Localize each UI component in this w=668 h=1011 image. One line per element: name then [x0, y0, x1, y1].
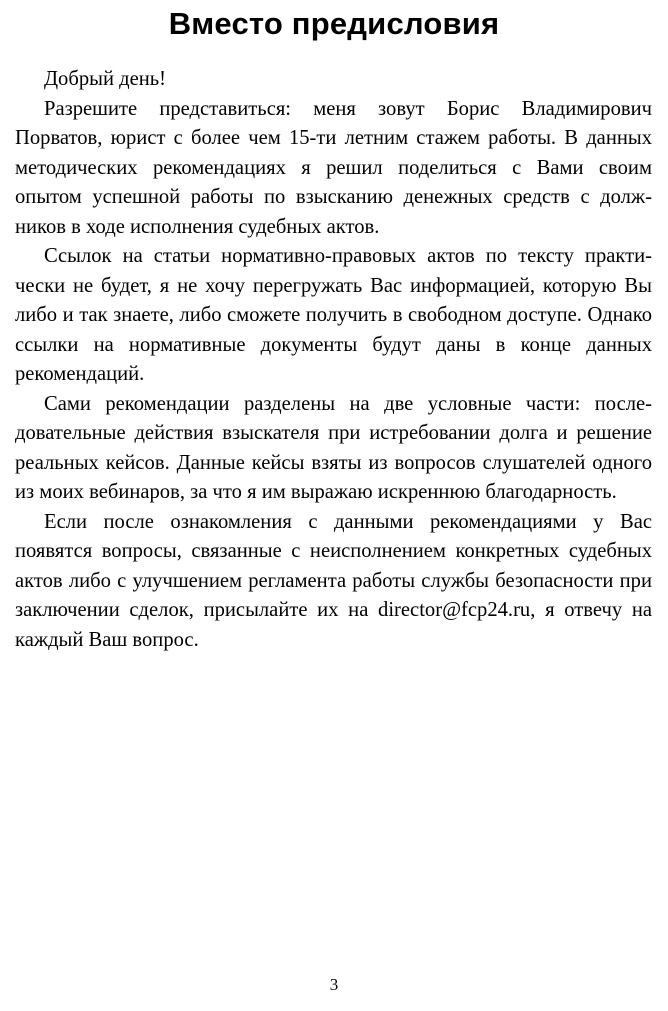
paragraph-greeting: Добрый день! — [44, 68, 167, 90]
page-number: 3 — [329, 975, 339, 994]
body-text — [15, 65, 652, 655]
paragraph-introduction: Разрешите представиться: меня зовут Борис Владимирович Порватов, юрист с более чем 15-ти летним стажем работы. В данных методических рекомендациях я решил поделиться с Вами своим опытом успешной работы по взысканию денежных средств с должников в ходе исполнения судебных актов. — [15, 97, 652, 238]
paragraph-contact: Если после ознакомления с данными рекомендациями у Вас появятся вопросы, связанные с неисполнением конкретных судебных актов либо с улучшением регламента работы службы безопасности при заключении сделок, присылайте их на director@fcp24.ru, я отвечу на каждый Ваш вопрос. — [15, 510, 652, 651]
paragraph-references-note: Ссылок на статьи нормативно-правовых актов по тексту практически не будет, я не хочу перегружать Вас информацией, которую Вы либо и так знаете, либо сможете получить в свободном доступе. Однако ссылки на нормативные документы будут даны в конце данных рекомендаций. — [15, 245, 652, 385]
paragraph-structure: Сами рекомендации разделены на две условные части: последовательные действия взыскателя при истребовании долга и решение реальных кейсов. Данные кейсы взяты из вопросов слушателей одного из моих вебинаров, за что я им выражаю искреннюю благодарность. — [15, 392, 652, 503]
page-title: Вместо предисловия — [168, 6, 500, 41]
